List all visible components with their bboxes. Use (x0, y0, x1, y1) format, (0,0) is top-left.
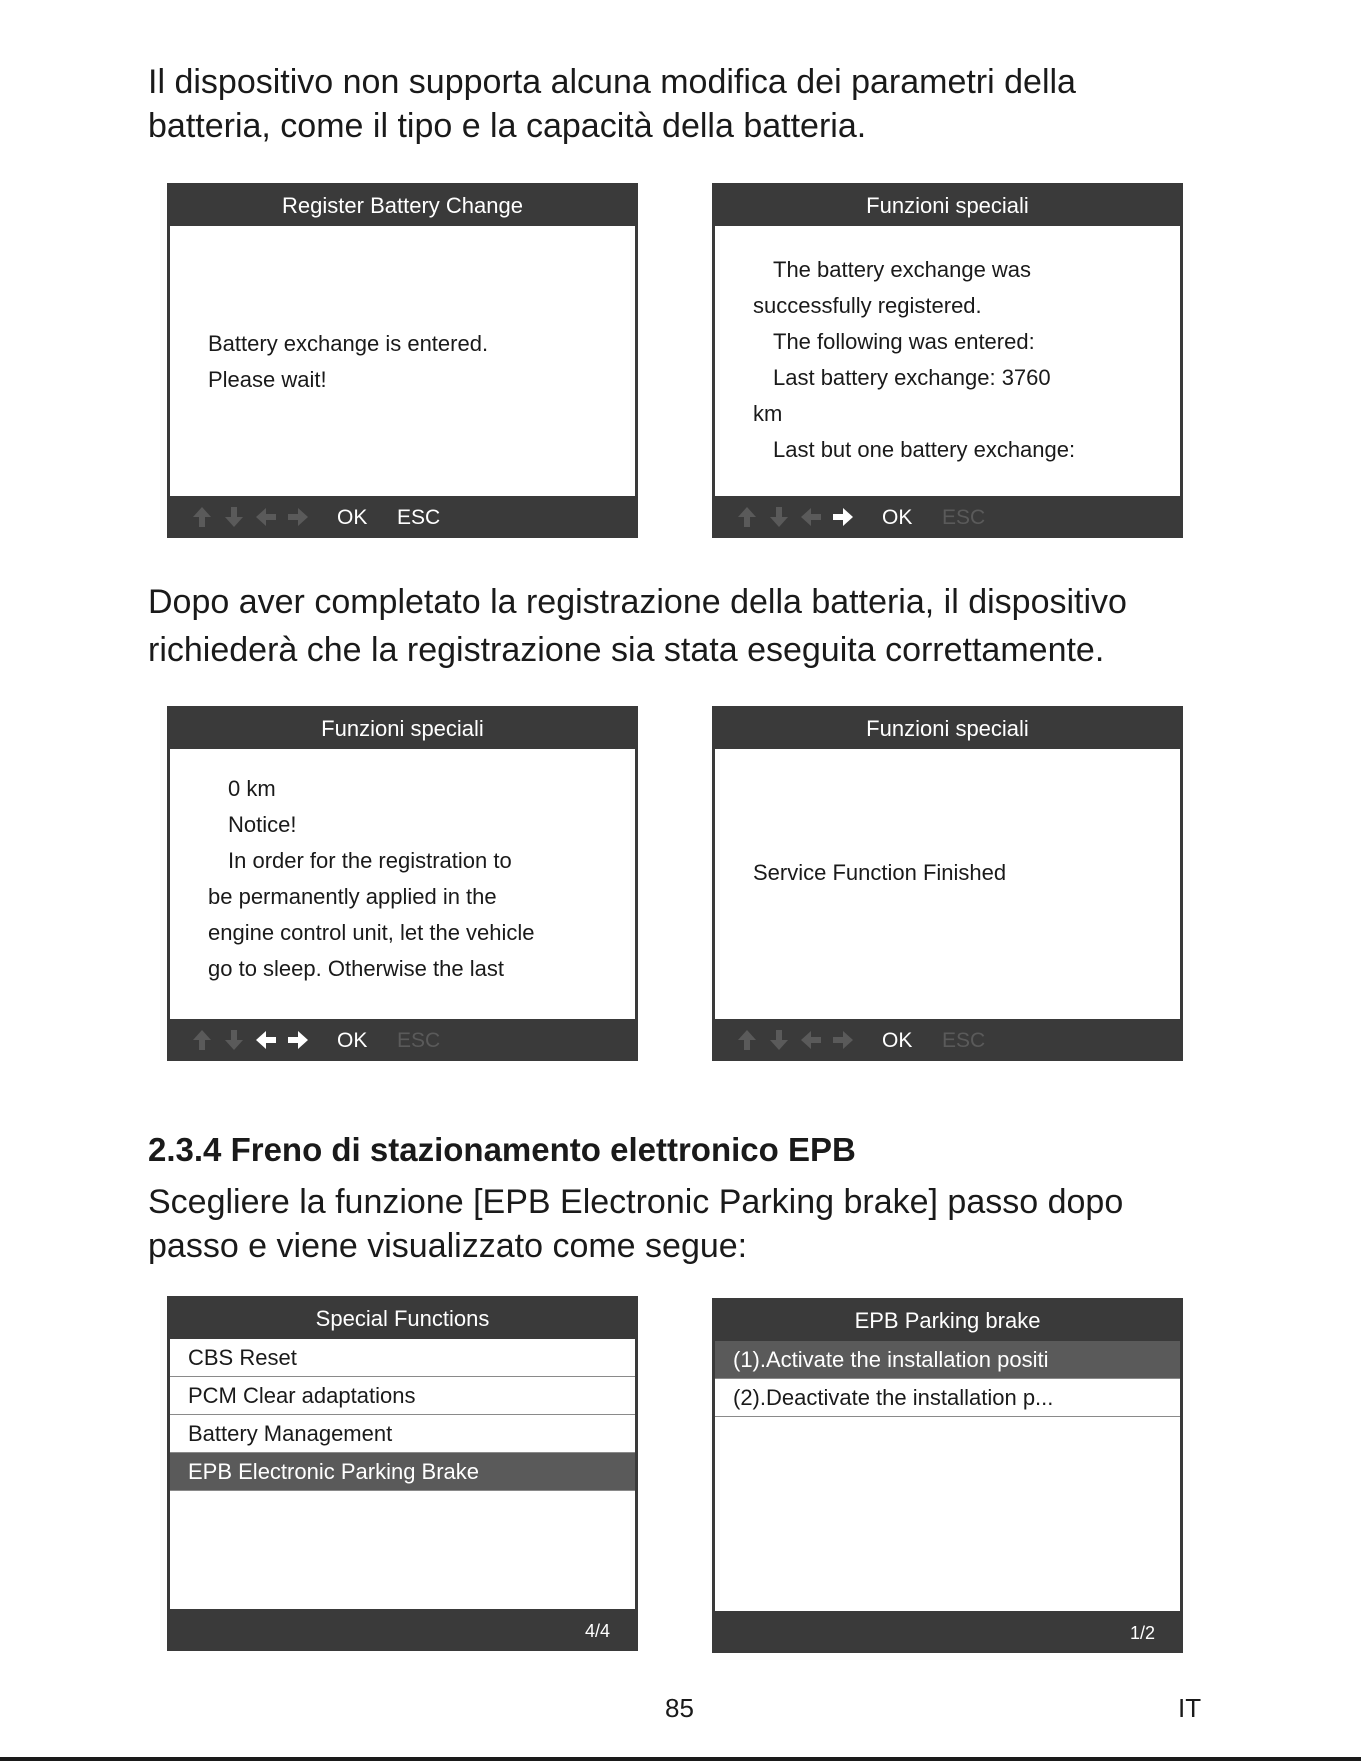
menu-list (170, 1339, 635, 1609)
message-line: Last but one battery exchange: (773, 437, 1076, 462)
ok-button[interactable]: OK (337, 506, 368, 529)
message-line: km (753, 401, 783, 426)
completion-line-1: Dopo aver completato la registrazione della batteria, il dispositivo (148, 583, 1127, 621)
arrow-left-icon[interactable] (798, 1027, 824, 1053)
menu-item-activate-installation-position[interactable]: (1).Activate the installation positi (715, 1341, 1180, 1379)
message-line: engine control unit, let the vehicle (208, 920, 535, 945)
epb-paragraph (148, 1180, 1248, 1268)
screen-special-functions-menu (167, 1296, 638, 1651)
message-line: Notice! (228, 812, 297, 837)
screen-footer (712, 1611, 1183, 1653)
completion-line-2: richiederà che la registrazione sia stata eseguita correttamente. (148, 631, 1105, 669)
epb-line-2: passo e viene visualizzato come segue: (148, 1227, 748, 1265)
menu-item-epb-electronic-parking-brake[interactable]: EPB Electronic Parking Brake (170, 1453, 635, 1491)
arrow-right-icon[interactable] (285, 504, 311, 530)
menu-item-battery-management[interactable]: Battery Management (170, 1415, 635, 1453)
arrow-down-icon[interactable] (766, 504, 792, 530)
message-line: Battery exchange is entered. (208, 331, 489, 356)
arrow-up-icon[interactable] (189, 1027, 215, 1053)
screen-body (170, 226, 635, 496)
screen-footer (167, 1019, 638, 1061)
arrow-left-icon[interactable] (798, 504, 824, 530)
screen-title: Funzioni speciali (866, 193, 1029, 218)
arrow-up-icon[interactable] (189, 504, 215, 530)
arrow-down-icon[interactable] (221, 504, 247, 530)
arrow-right-icon[interactable] (285, 1027, 311, 1053)
screen-register-battery-change (167, 183, 638, 538)
screen-footer (712, 496, 1183, 538)
menu-list (715, 1341, 1180, 1611)
arrow-right-icon[interactable] (830, 504, 856, 530)
message-line: Last battery exchange: 3760 (773, 365, 1051, 390)
arrow-down-icon[interactable] (221, 1027, 247, 1053)
arrow-left-icon[interactable] (253, 1027, 279, 1053)
page-indicator: 4/4 (584, 1621, 610, 1641)
message-line: The following was entered: (773, 329, 1035, 354)
arrow-down-icon[interactable] (766, 1027, 792, 1053)
arrow-up-icon[interactable] (734, 1027, 760, 1053)
arrow-up-icon[interactable] (734, 504, 760, 530)
screen-footer (712, 1019, 1183, 1061)
message-line: In order for the registration to (228, 848, 512, 873)
bottom-rule (0, 1757, 1361, 1761)
arrow-left-icon[interactable] (253, 504, 279, 530)
screen-body (715, 749, 1180, 1019)
completion-paragraph (148, 578, 1248, 674)
menu-item-cbs-reset[interactable]: CBS Reset (170, 1339, 635, 1377)
screen-title: Special Functions (315, 1306, 490, 1331)
screen-title: Funzioni speciali (321, 716, 484, 741)
esc-button[interactable]: ESC (397, 506, 441, 529)
page-indicator: 1/2 (1129, 1623, 1155, 1643)
page-number: 85 (665, 1693, 694, 1723)
ok-button[interactable]: OK (882, 1029, 913, 1052)
message-line: 0 km (228, 776, 276, 801)
screen-footer (167, 1609, 638, 1651)
intro-paragraph (148, 60, 1248, 148)
screen-body (715, 226, 1180, 496)
message-line: Please wait! (208, 367, 327, 392)
esc-button[interactable]: ESC (942, 1029, 986, 1052)
section-heading: 2.3.4 Freno di stazionamento elettronico EPB (148, 1131, 856, 1168)
esc-button[interactable]: ESC (942, 506, 986, 529)
screen-battery-registered (712, 183, 1183, 538)
screen-epb-parking-brake-menu (712, 1298, 1183, 1653)
screen-title: Register Battery Change (282, 193, 523, 218)
ok-button[interactable]: OK (337, 1029, 368, 1052)
screen-title: Funzioni speciali (866, 716, 1029, 741)
language-code: IT (1178, 1693, 1202, 1723)
message-line: successfully registered. (753, 293, 982, 318)
epb-line-1: Scegliere la funzione [EPB Electronic Parking brake] passo dopo (148, 1183, 1124, 1221)
menu-item-pcm-clear-adaptations[interactable]: PCM Clear adaptations (170, 1377, 635, 1415)
message-line: be permanently applied in the (208, 884, 497, 909)
message-line: The battery exchange was (773, 257, 1032, 282)
screen-body (170, 749, 635, 1019)
screen-service-finished (712, 706, 1183, 1061)
ok-button[interactable]: OK (882, 506, 913, 529)
menu-item-deactivate-installation-position[interactable]: (2).Deactivate the installation p... (715, 1379, 1180, 1417)
intro-line-2: batteria, come il tipo e la capacità della batteria. (148, 107, 867, 145)
intro-line-1: Il dispositivo non supporta alcuna modifica dei parametri della (148, 63, 1076, 101)
arrow-right-icon[interactable] (830, 1027, 856, 1053)
screen-title: EPB Parking brake (854, 1308, 1041, 1333)
message-line: go to sleep. Otherwise the last (208, 956, 504, 981)
screen-notice (167, 706, 638, 1061)
screen-footer (167, 496, 638, 538)
esc-button[interactable]: ESC (397, 1029, 441, 1052)
message-line: Service Function Finished (753, 860, 1007, 885)
